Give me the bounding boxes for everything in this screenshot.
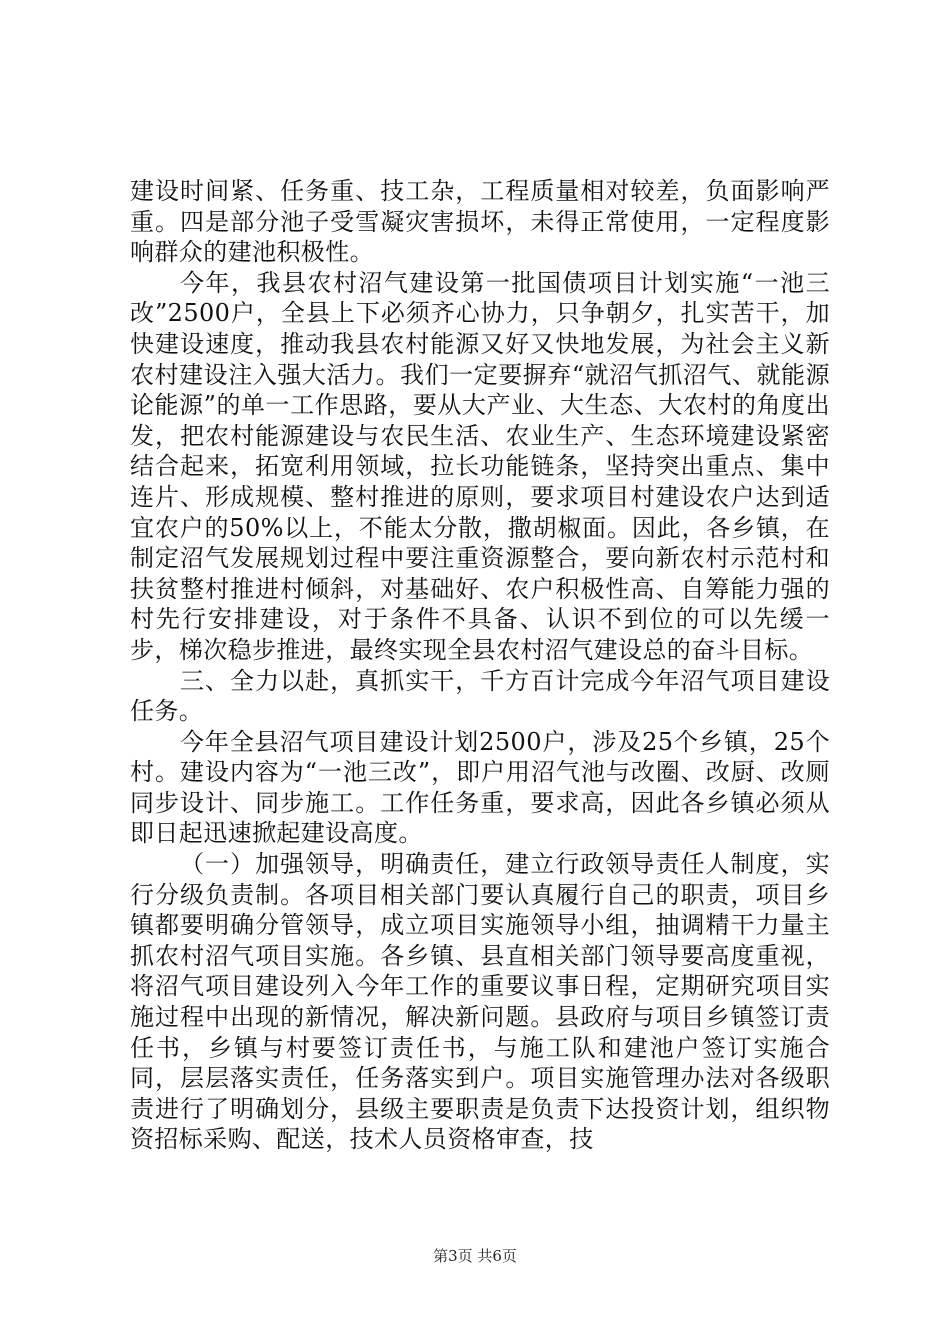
section-heading-3: 三、全力以赴，真抓实干，千方百计完成今年沼气项目建设任务。 [130, 666, 830, 726]
paragraph-5: （一）加强领导，明确责任，建立行政领导责任人制度，实行分级负责制。各项目相关部门要认真履行自己的职责，项目乡镇都要明确分管领导，成立项目实施领导小组，抽调精干力量主抓农村沼气项目实施。各乡镇、县直相关部门领导要高度重视，将沼气项目建设列入今年工作的重要议事日程，定期研究项目实施过程中出现的新情况，解决新问题。县政府与项目乡镇签订责任书，乡镇与村要签订责任书，与施工队和建池户签订实施合同，层层落实责任，任务落实到户。项目实施管理办法对各级职责进行了明确划分，县级主要职责是负责下达投资计划，组织物资招标采购、配送，技术人员资格审查，技 [130, 850, 830, 1154]
paragraph-1: 建设时间紧、任务重、技工杂，工程质量相对较差，负面影响严重。四是部分池子受雪凝灾害损坏，未得正常使用，一定程度影响群众的建池积极性。 [130, 177, 830, 267]
page-footer: 第3页 共6页 [433, 1247, 517, 1265]
paragraph-2: 今年，我县农村沼气建设第一批国债项目计划实施“一池三改”2500户，全县上下必须齐心协力，只争朝夕，扎实苦干，加快建设速度，推动我县农村能源又好又快地发展，为社会主义新农村建设注入强大活力。我们一定要摒弃“就沼气抓沼气、就能源论能源”的单一工作思路，要从大产业、大生态、大农村的角度出发，把农村能源建设与农民生活、农业生产、生态环境建设紧密结合起来，拓宽利用领域，拉长功能链条，坚持突出重点、集中连片、形成规模、整村推进的原则，要求项目村建设农户达到适宜农户的50%以上，不能太分散，撒胡椒面。因此，各乡镇，在制定沼气发展规划过程中要注重资源整合，要向新农村示范村和扶贫整村推进村倾斜，对基础好、农户积极性高、自筹能力强的村先行安排建设，对于条件不具备、认识不到位的可以先缓一步，梯次稳步推进，最终实现全县农村沼气建设总的奋斗目标。 [130, 268, 830, 664]
document-body [130, 176, 830, 1155]
paragraph-4: 今年全县沼气项目建设计划2500户，涉及25个乡镇，25个村。建设内容为“一池三改”，即户用沼气池与改圈、改厨、改厕同步设计、同步施工。工作任务重，要求高，因此各乡镇必须从即日起迅速掀起建设高度。 [130, 727, 830, 848]
